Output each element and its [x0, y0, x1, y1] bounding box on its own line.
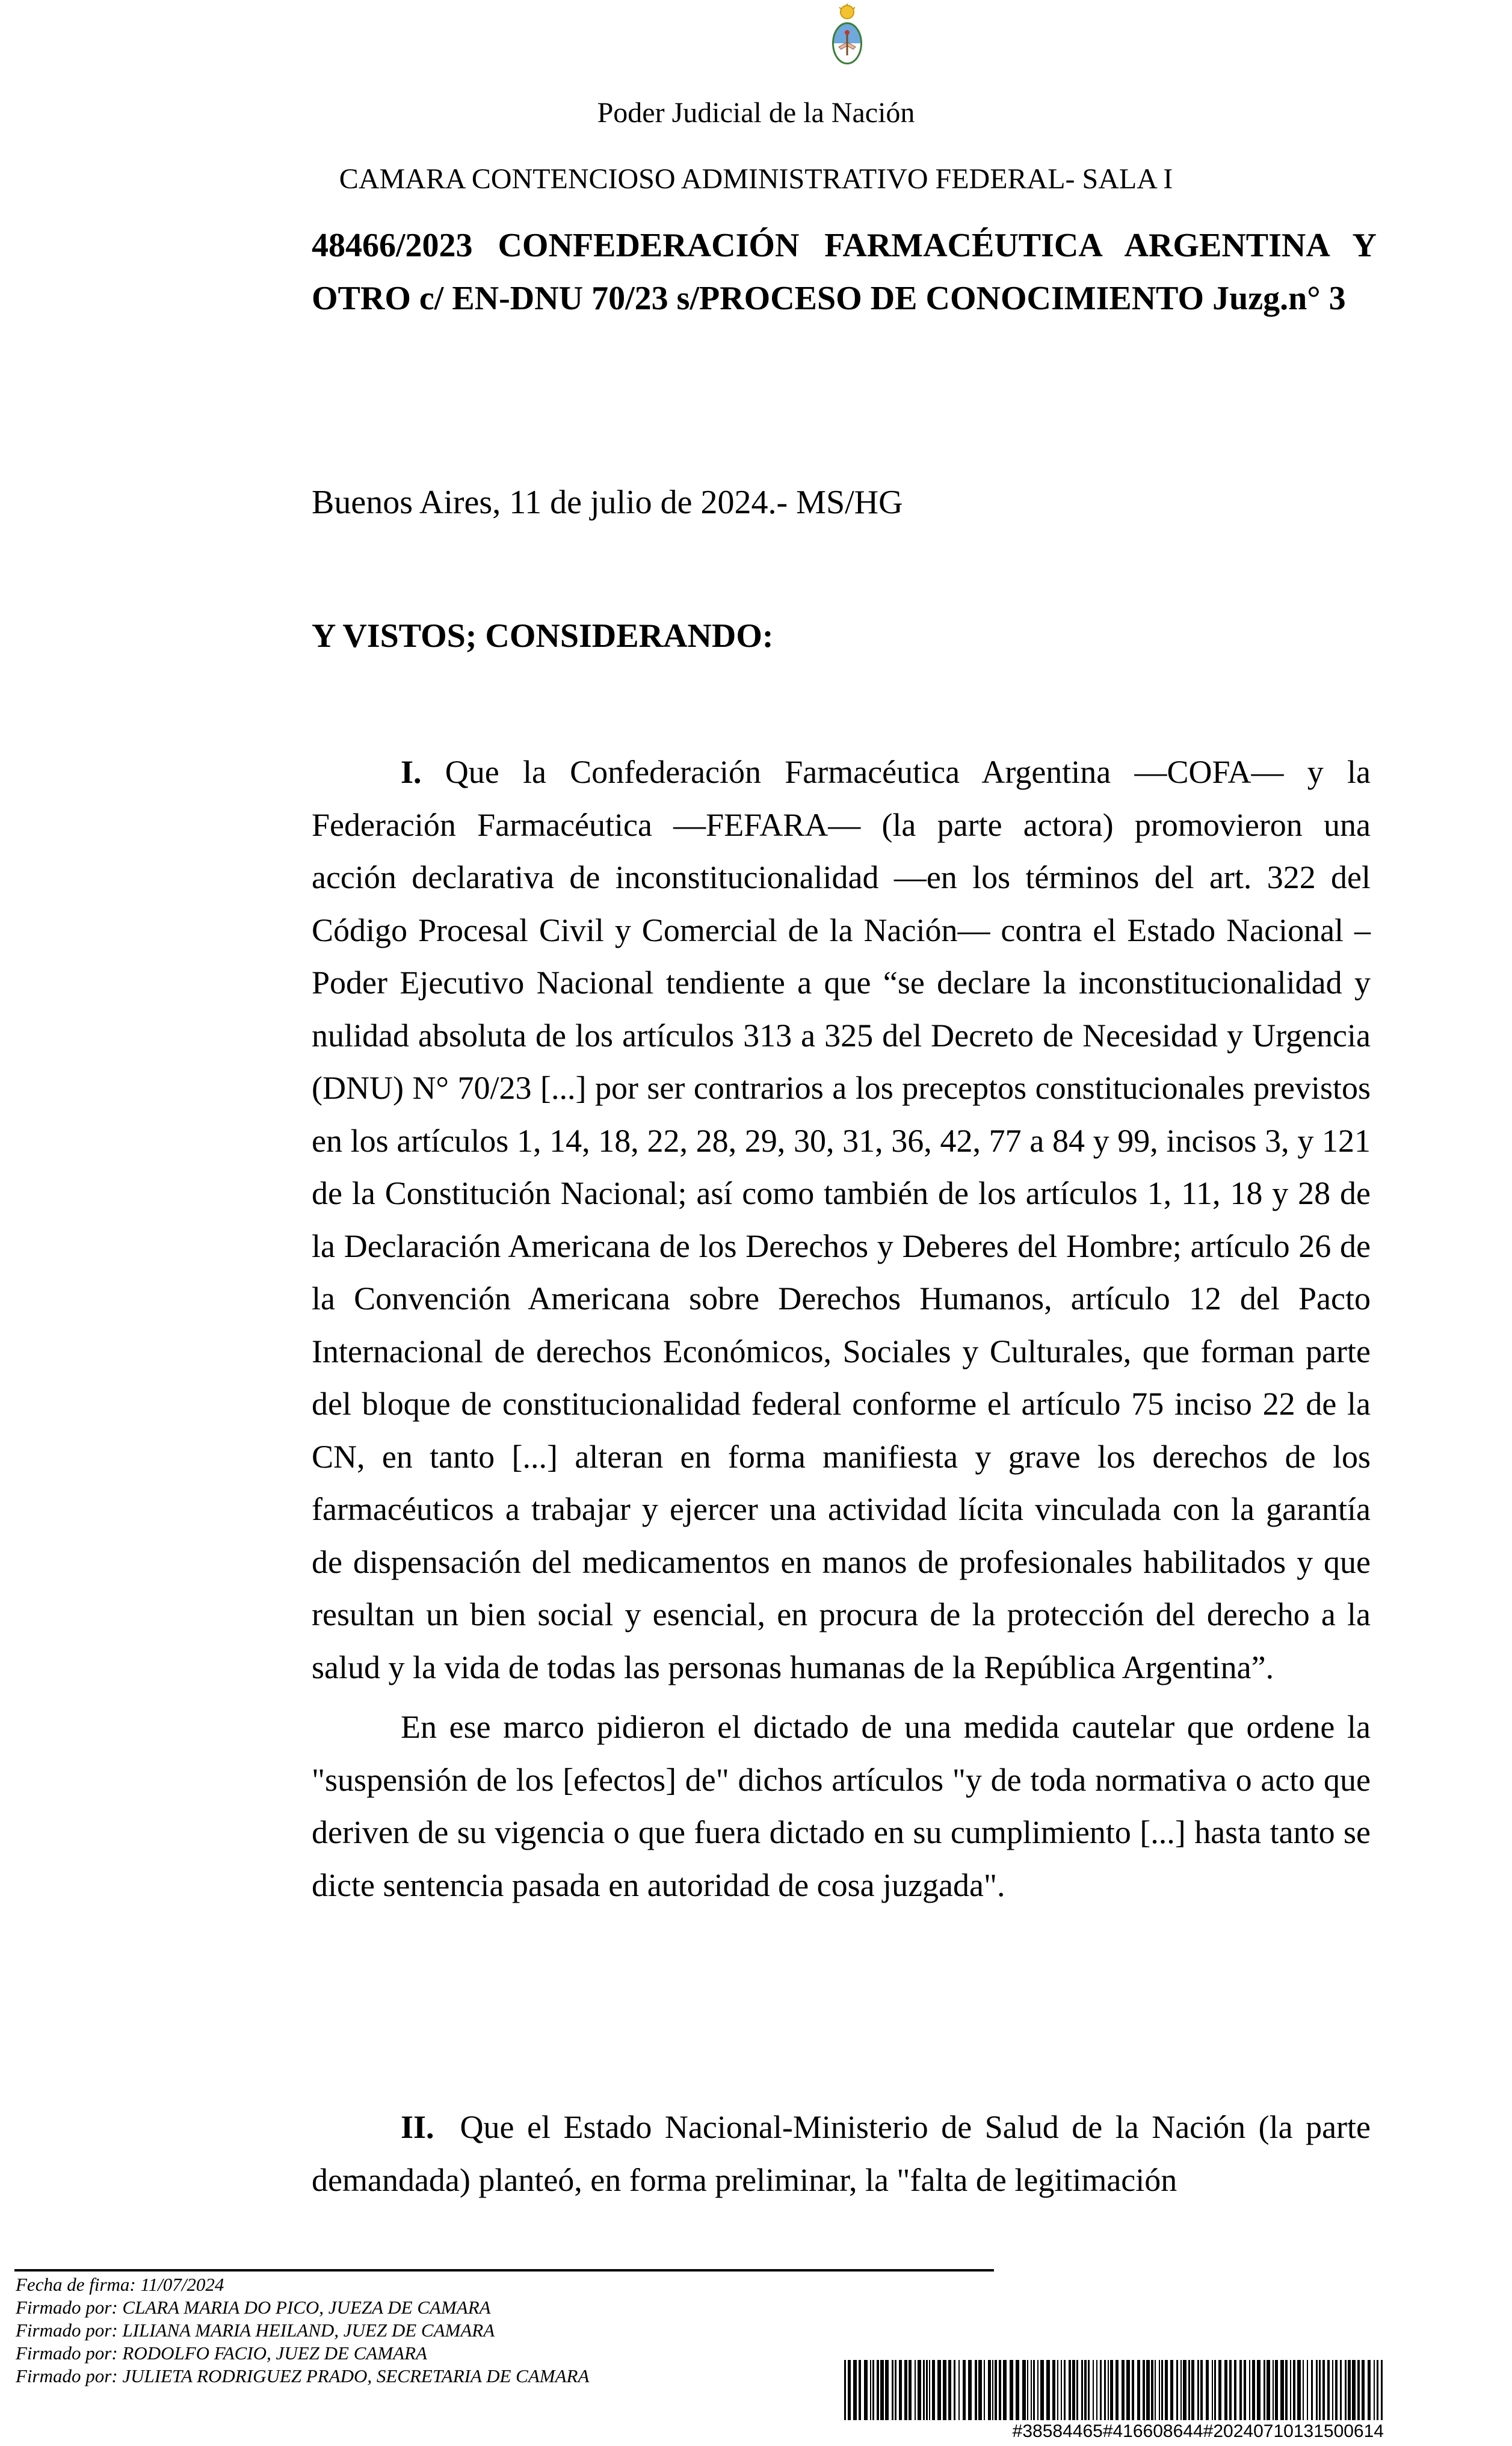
signature-line: Firmado por: RODOLFO FACIO, JUEZ DE CAMARA [16, 2343, 427, 2364]
section-1-paragraph-2-text: En ese marco pidieron el dictado de una medida cautelar que ordene la "suspensión de los [efectos] de" dichos artículos "y de toda normativa o acto que deriven de su vigencia o que fuera dictado en su cumplimiento [...] hasta tanto se dicte sentencia pasada en autoridad de cosa juzgada". [312, 1709, 1371, 1903]
section-2 [312, 2101, 1371, 2207]
barcode-icon [844, 2360, 1384, 2420]
section-1-number: I. [401, 754, 422, 790]
chamber-name: CAMARA CONTENCIOSO ADMINISTRATIVO FEDERAL- SALA I [339, 163, 1173, 195]
signature-line: Firmado por: JULIETA RODRIGUEZ PRADO, SECRETARIA DE CAMARA [16, 2365, 590, 2386]
signature-divider [14, 2269, 994, 2272]
signature-line: Firmado por: LILIANA MARIA HEILAND, JUEZ DE CAMARA [16, 2320, 495, 2341]
date-line: Buenos Aires, 11 de julio de 2024.- MS/HG [312, 484, 903, 521]
court-name: Poder Judicial de la Nación [597, 97, 915, 129]
signature-date: Fecha de firma: 11/07/2024 [16, 2274, 224, 2295]
section-2-number: II. [401, 2109, 434, 2145]
vistos-heading: Y VISTOS; CONSIDERANDO: [312, 617, 774, 655]
signature-line: Firmado por: CLARA MARIA DO PICO, JUEZA DE CAMARA [16, 2297, 491, 2318]
section-1-text: Que la Confederación Farmacéutica Argentina —COFA— y la Federación Farmacéutica —FEFARA— (la parte actora) promovieron una acción declarativa de inconstitucionalidad —en los términos del art. 322 del Código Procesal Civil y Comercial de la Nación— contra el Estado Nacional – Poder Ejecutivo Nacional tendiente a que “se declare la inconstitucionalidad y nulidad absoluta de los artículos 313 a 325 del Decreto de Necesidad y Urgencia (DNU) N° 70/23 [...] por ser contrarios a los preceptos constitucionales previstos en los artículos 1, 14, 18, 22, 28, 29, 30, 31, 36, 42, 77 a 84 y 99, incisos 3, y 121 de la Constitución Nacional; así como también de los artículos 1, 11, 18 y 28 de la Declaración Americana de los Derechos y Deberes del Hombre; artículo 26 de la Convención Americana sobre Derechos Humanos, artículo 12 del Pacto Internacional de derechos Económicos, Sociales y Culturales, que forman parte del bloque de constitucionalidad federal conforme el artículo 75 inciso 22 de la CN, en tanto [...] alteran en forma manifiesta y grave los derechos de los farmacéuticos a trabajar y ejercer una actividad lícita vinculada con la garantía de dispensación del medicamentos en manos de profesionales habilitados y que resultan un bien social y esencial, en procura de la protección del derecho a la salud y la vida de todas las personas humanas de la República Argentina”. [312, 754, 1371, 1685]
case-caption: 48466/2023 CONFEDERACIÓN FARMACÉUTICA ARGENTINA Y OTRO c/ EN-DNU 70/23 s/PROCESO DE CONOCIMIENTO Juzg.n° 3 [312, 227, 1377, 317]
argentina-coat-of-arms-icon [823, 4, 871, 71]
section-2-text: Que el Estado Nacional-Ministerio de Salud de la Nación (la parte demandada) planteó, en forma preliminar, la "falta de legitimación [312, 2109, 1371, 2198]
section-1-paragraph-2 [312, 1701, 1371, 1912]
barcode-number: #38584465#416608644#20240710131500614 [1012, 2421, 1384, 2441]
section-2-paragraph-1 [312, 2101, 1371, 2207]
signature-block [16, 2273, 858, 2388]
section-1 [312, 746, 1371, 1912]
section-1-paragraph-1 [312, 746, 1371, 1694]
